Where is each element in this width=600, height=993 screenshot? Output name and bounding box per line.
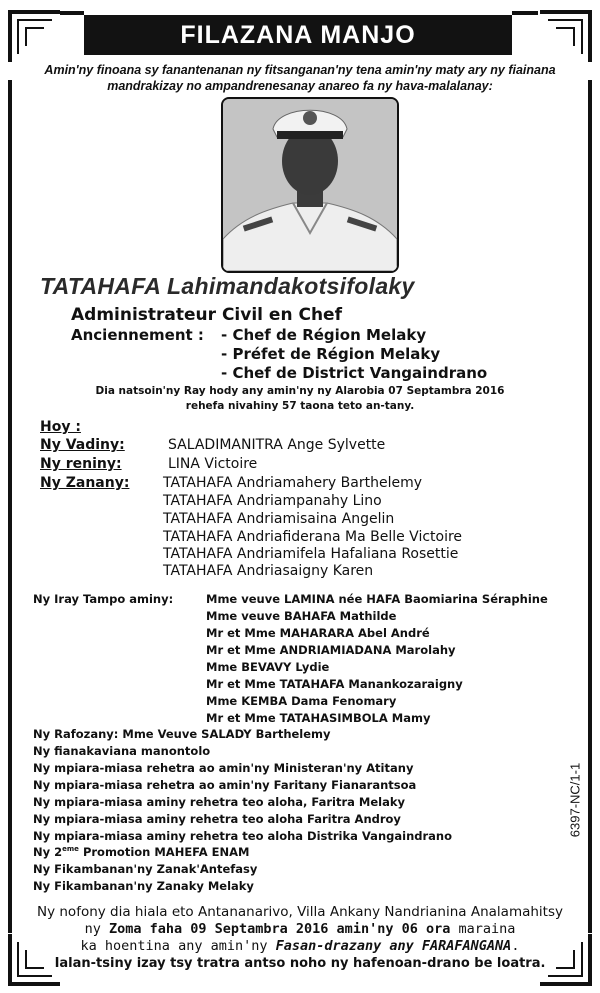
funeral-date: Zoma faha 09 Septambra 2016 amin'ny 06 ora [108, 921, 451, 937]
child-name: TATAHAFA Andriamisaina Angelin [163, 511, 395, 527]
promotion-superscript: eme [62, 845, 79, 854]
mourner-entry: Ny mpiara-miasa aminy rehetra teo aloha, Faritra Melaky [33, 795, 406, 809]
funeral-date-line [20, 921, 580, 937]
funeral-date-prefix: ny [84, 921, 109, 937]
mourner-entry: Ny mpiara-miasa rehetra ao amin'ny Faritany Fianarantsoa [33, 778, 417, 792]
hoy-label: Hoy : [40, 419, 81, 435]
promotion-prefix: Ny 2 [33, 845, 63, 859]
sibling-entry: Mr et Mme TATAHAFA Manankozaraigny [206, 677, 463, 691]
burial-place: Fasan-drazany any FARAFANGANA [275, 938, 512, 954]
spouse-label: Ny Vadiny: [40, 437, 125, 453]
sibling-entry: Mr et Mme ANDRIAMIADANA Marolahy [206, 643, 456, 657]
sibling-entry: Mme BEVAVY Lydie [206, 660, 330, 674]
death-date-line: Dia natsoin'ny Ray hody any amin'ny ny Alarobia 07 Septambra 2016 [95, 385, 505, 397]
intro-line: mandrakizay no ampandrenesanay anareo fa ny hava-malalanay: [107, 79, 493, 93]
sibling-entry: Mr et Mme TATAHASIMBOLA Mamy [206, 711, 431, 725]
spouse-name: SALADIMANITRA Ange Sylvette [168, 437, 386, 453]
deceased-title: Administrateur Civil en Chef [71, 305, 342, 325]
mourner-entry: Ny fianakaviana manontolo [33, 744, 211, 758]
sibling-entry: Mme veuve BAHAFA Mathilde [206, 609, 397, 623]
child-name: TATAHAFA Andriafiderana Ma Belle Victoire [163, 529, 463, 545]
corner-ornament-top-right [536, 8, 594, 66]
anciennement-label: Anciennement : [71, 326, 204, 344]
mother-name: LINA Victoire [168, 456, 258, 472]
burial-place-line [20, 938, 580, 954]
child-name: TATAHAFA Andriamifela Hafaliana Rosettie [163, 546, 459, 562]
promotion-suffix: Promotion MAHEFA ENAM [78, 845, 250, 859]
deceased-name: TATAHAFA Lahimandakotsifolaky [40, 273, 415, 299]
mourner-entry: Ny mpiara-miasa rehetra ao amin'ny Ministeran'ny Atitany [33, 761, 414, 775]
former-position: - Préfet de Région Melaky [221, 345, 441, 363]
page-title: FILAZANA MANJO [180, 20, 416, 49]
sibling-entry: Mme veuve LAMINA née HAFA Baomiarina Séraphine [206, 592, 548, 606]
intro-text [34, 62, 566, 94]
promotion-entry [33, 845, 249, 859]
top-border-right [512, 11, 538, 15]
left-border [8, 80, 12, 933]
mourner-entry: Ny Rafozany: Mme Veuve SALADY Barthelemy [33, 727, 331, 741]
funeral-date-suffix: maraina [450, 921, 516, 937]
age-line: rehefa nivahiny 57 taona teto an-tany. [185, 400, 415, 412]
sibling-entry: Mme KEMBA Dama Fenomary [206, 694, 397, 708]
siblings-label: Ny Iray Tampo aminy: [33, 592, 174, 606]
children-label: Ny Zanany: [40, 475, 130, 491]
portrait-photo [221, 97, 399, 273]
reference-code: 6397-NC/1-1 [567, 762, 583, 838]
intro-line: Amin'ny finoana sy fanantenanan ny fitsanganan'ny tena amin'ny maty ary ny fiainana [44, 63, 556, 77]
child-name: TATAHAFA Andriamahery Barthelemy [163, 475, 422, 491]
apology-line: Ialan-tsiny izay tsy tratra antso noho ny hafenoan-drano be loatra. [54, 956, 546, 971]
child-name: TATAHAFA Andriasaigny Karen [163, 563, 374, 579]
sibling-entry: Mr et Mme MAHARARA Abel André [206, 626, 430, 640]
association-entry: Ny Fikambanan'ny Zanak'Antefasy [33, 862, 258, 876]
right-border [588, 80, 592, 933]
burial-place-suffix: . [511, 938, 520, 954]
mother-label: Ny reniny: [40, 456, 122, 472]
former-position: - Chef de Région Melaky [221, 326, 427, 344]
funeral-departure-line: Ny nofony dia hiala eto Antananarivo, Villa Ankany Nandrianina Analamahitsy [37, 904, 563, 920]
corner-ornament-top-left [6, 8, 64, 66]
mourner-entry: Ny mpiara-miasa aminy rehetra teo aloha Distrika Vangaindrano [33, 829, 453, 843]
child-name: TATAHAFA Andriampanahy Lino [163, 493, 382, 509]
association-entry: Ny Fikambanan'ny Zanaky Melaky [33, 879, 254, 893]
mourner-entry: Ny mpiara-miasa aminy rehetra teo aloha Faritra Androy [33, 812, 401, 826]
former-position: - Chef de District Vangaindrano [221, 364, 488, 382]
top-border-left [60, 11, 84, 15]
burial-place-prefix: ka hoentina any amin'ny [80, 938, 276, 954]
